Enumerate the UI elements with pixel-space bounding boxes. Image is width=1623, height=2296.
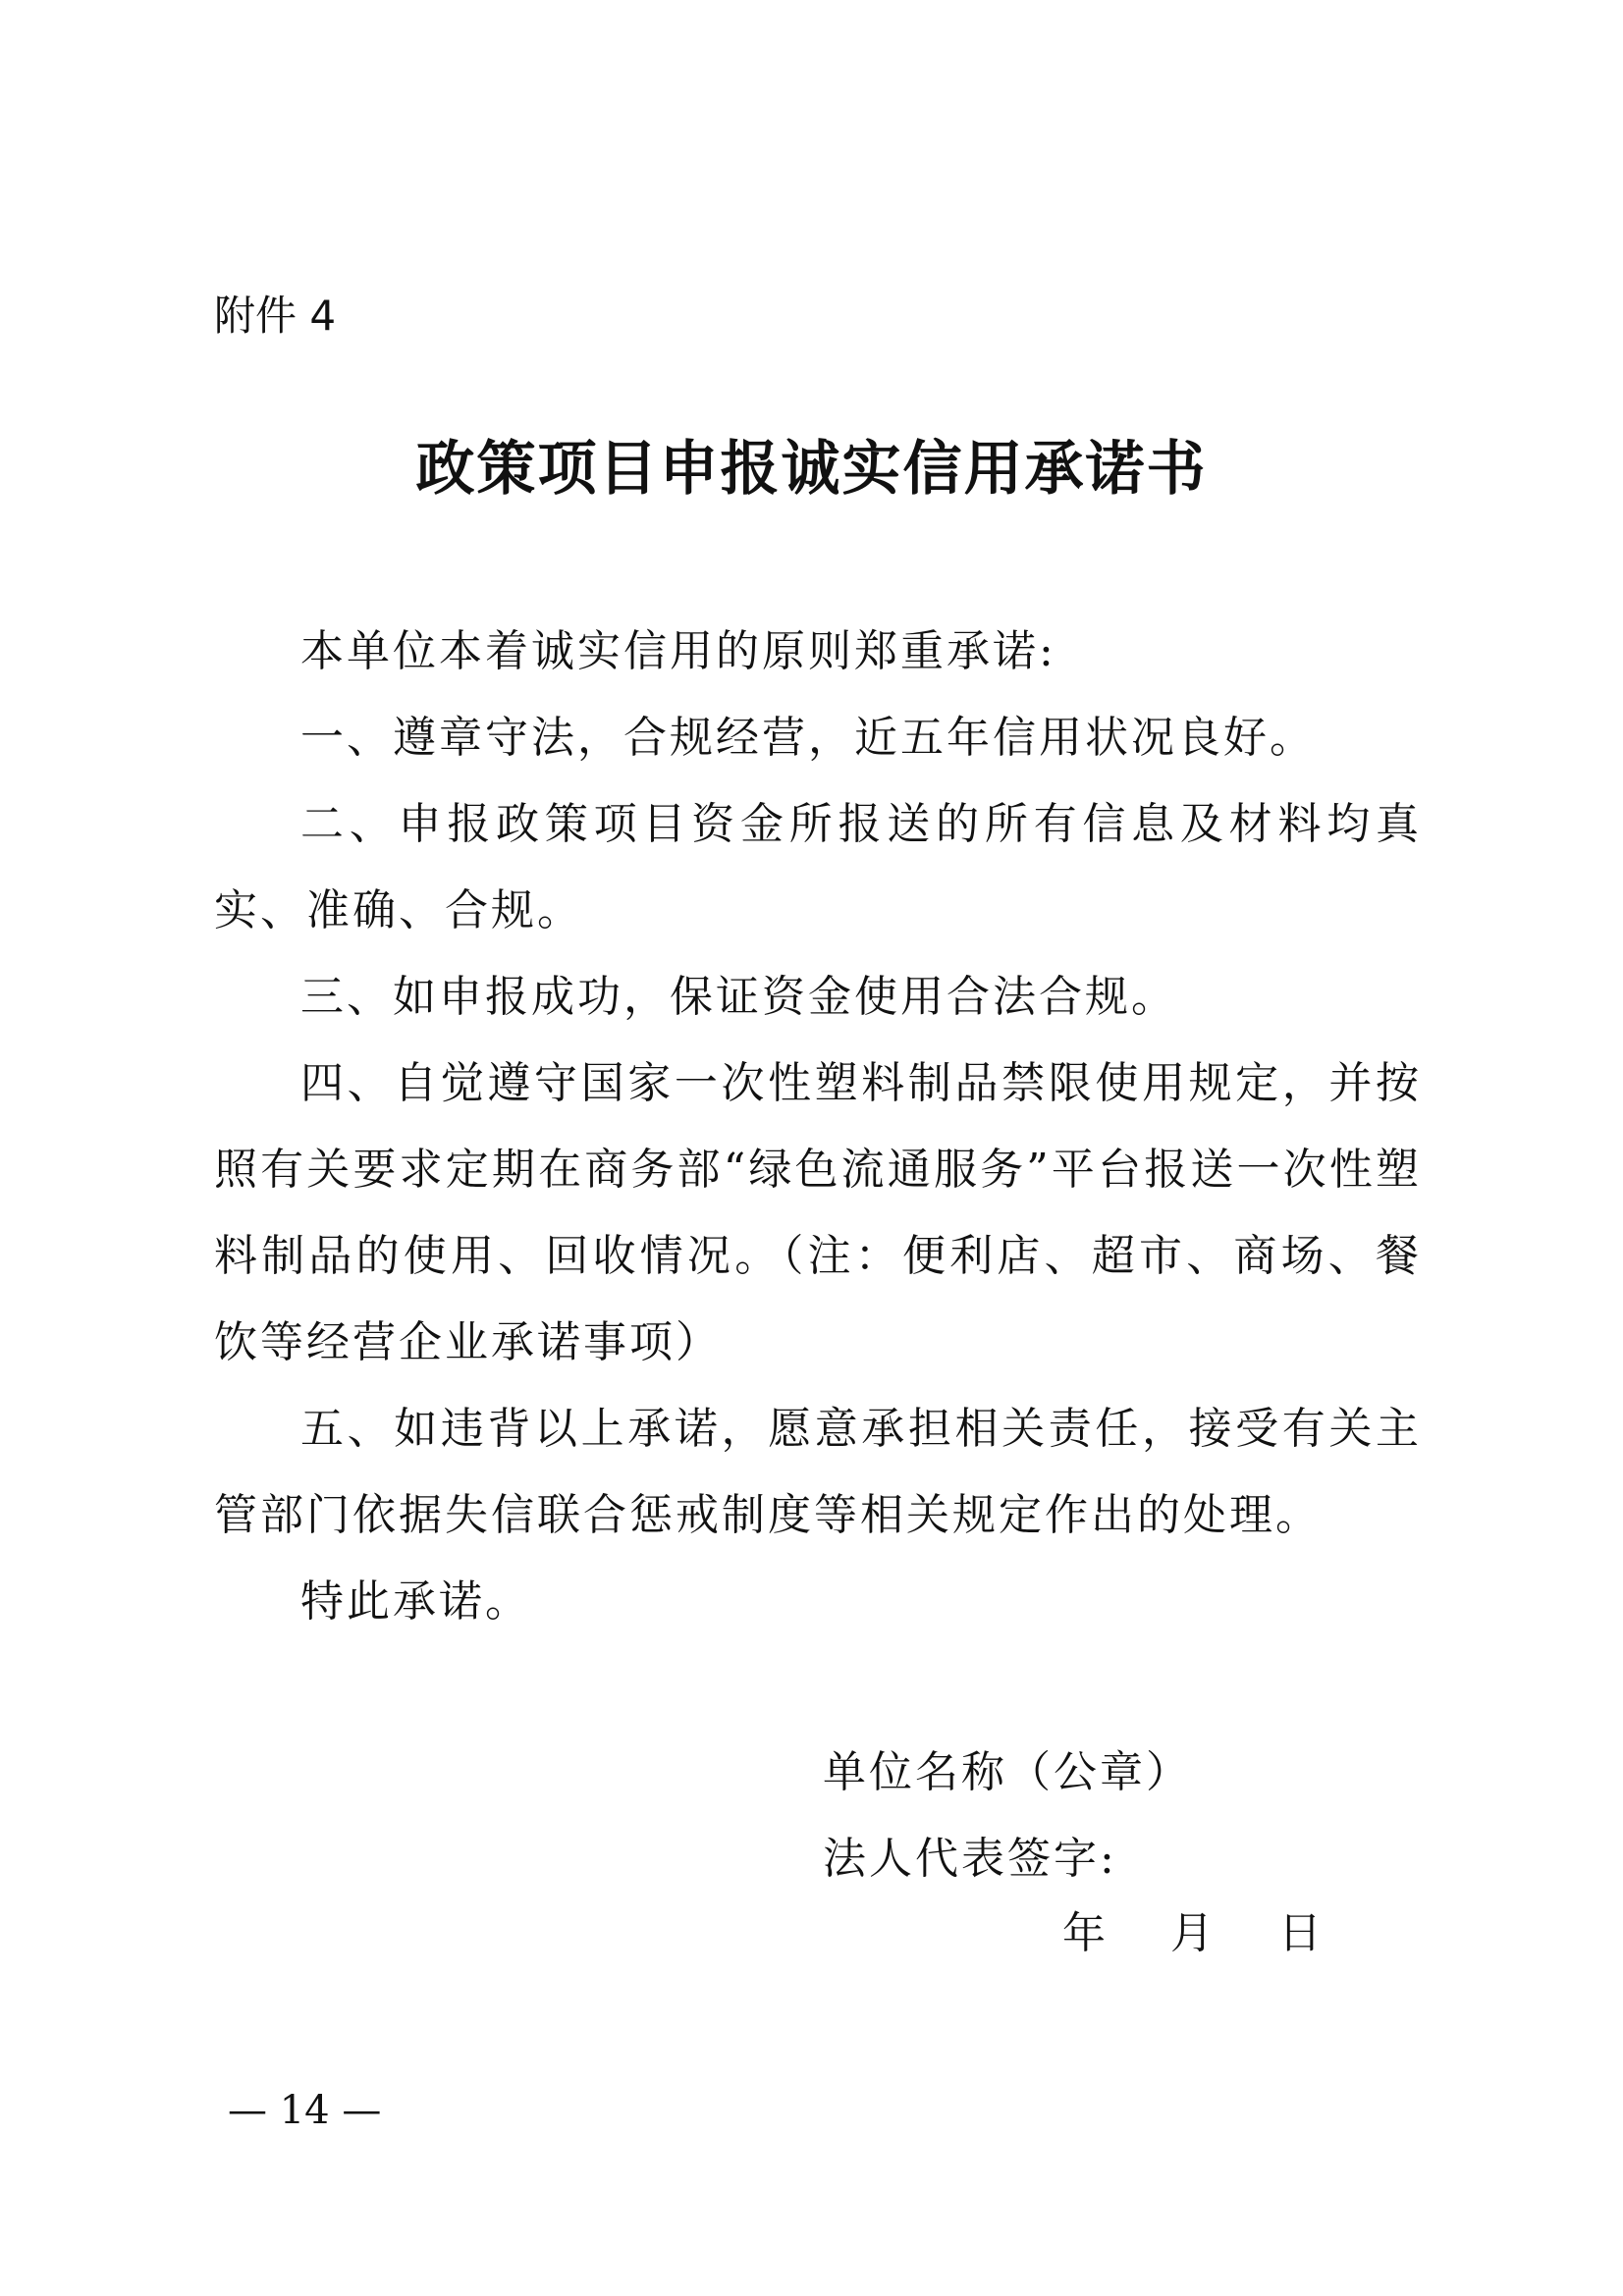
commitment-item-4: 四、自觉遵守国家一次性塑料制品禁限使用规定，并按照有关要求定期在商务部“绿色流通服务”平台报送一次性塑料制品的使用、回收情况。（注：便利店、超市、商场、餐饮等经营企业承诺事项）	[214, 1058, 1422, 1367]
signature-block	[823, 1730, 1192, 1902]
page-number: — 14 —	[228, 2088, 382, 2133]
commitment-item-1: 一、遵章守法，合规经营，近五年信用状况良好。	[300, 713, 1316, 763]
legal-rep-signature-label: 法人代表签字:	[823, 1834, 1117, 1884]
unit-name-label: 单位名称（公章）	[823, 1747, 1192, 1797]
commitment-item-2: 二、申报政策项目资金所报送的所有信息及材料均真实、准确、合规。	[214, 799, 1422, 935]
date-year: 年	[1062, 1908, 1106, 1958]
commitment-item-3: 三、如申报成功，保证资金使用合法合规。	[300, 972, 1177, 1022]
attachment-label: 附件 4	[214, 292, 337, 340]
commitment-item-5: 五、如违背以上承诺，愿意承担相关责任，接受有关主管部门依据失信联合惩戒制度等相关规定作出的处理。	[214, 1404, 1422, 1540]
date-day: 日	[1278, 1908, 1322, 1958]
date-month: 月	[1170, 1908, 1214, 1958]
closing-statement: 特此承诺。	[300, 1576, 531, 1627]
date-line	[1062, 1904, 1322, 1963]
intro-paragraph: 本单位本着诚实信用的原则郑重承诺:	[300, 626, 1056, 676]
document-title: 政策项目申报诚实信用承诺书	[415, 435, 1208, 504]
document-body	[214, 609, 1422, 1645]
